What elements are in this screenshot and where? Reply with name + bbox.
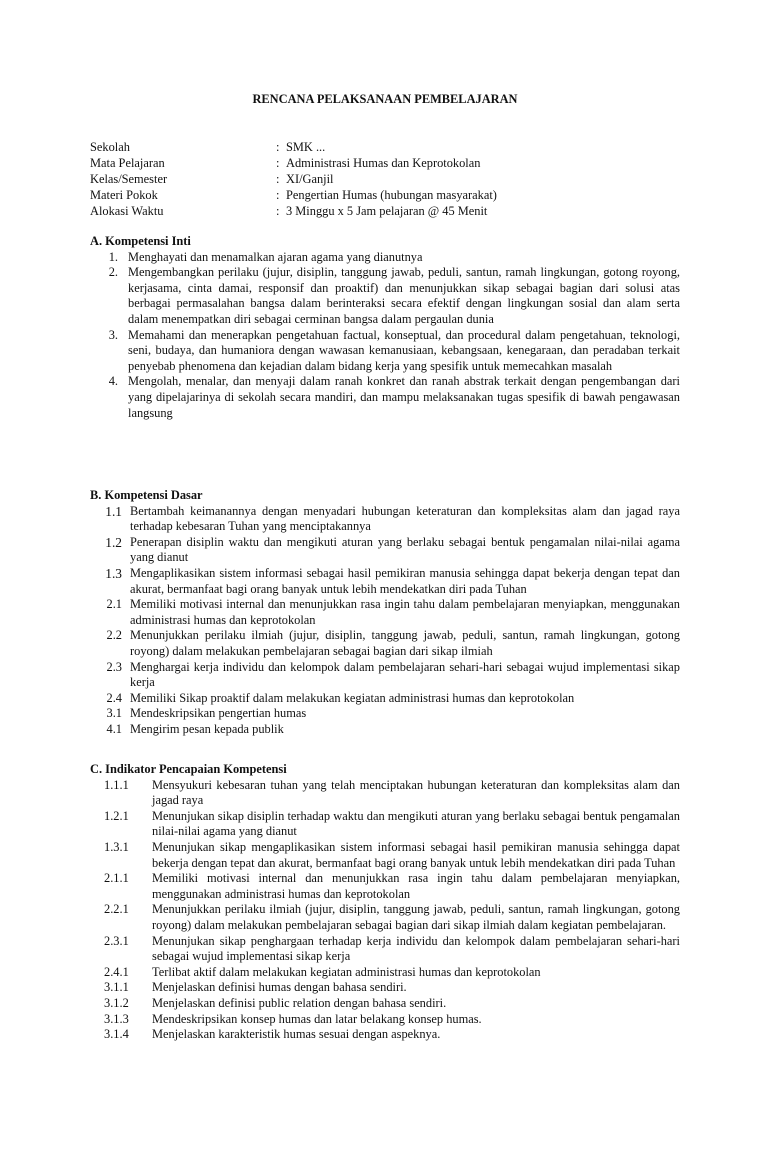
list-item xyxy=(90,902,680,933)
item-number: 3.1 xyxy=(106,706,122,721)
document-title: RENCANA PELAKSANAAN PEMBELAJARAN xyxy=(252,92,518,106)
info-row-alokasi-waktu xyxy=(90,204,680,220)
list-item xyxy=(90,628,680,659)
list-item xyxy=(90,840,680,871)
item-number: 3.1.2 xyxy=(104,995,129,1010)
item-text: Menghayati dan menamalkan ajaran agama yang dianutnya xyxy=(128,249,423,264)
list-item xyxy=(90,504,680,535)
list-item xyxy=(90,566,680,597)
item-text: Menjelaskan karakteristik humas sesuai dengan aspeknya. xyxy=(152,1027,441,1042)
section-heading: C. Indikator Pencapaian Kompetensi xyxy=(90,762,287,776)
item-number: 2.4.1 xyxy=(104,964,129,979)
list-item xyxy=(90,1027,680,1043)
item-text: Mengolah, menalar, dan menyaji dalam ranah konkret dan ranah abstrak terkait dengan pengembangan dari yang dipelajarinya di sekolah secara mandiri, dan mampu melaksanakan tugas spesifik di bawah pengawasan langsung xyxy=(128,374,680,420)
info-separator: : xyxy=(276,172,280,186)
info-label: Mata Pelajaran xyxy=(90,156,165,170)
list-item xyxy=(90,265,680,327)
list-item xyxy=(90,809,680,840)
info-separator: : xyxy=(276,156,280,170)
item-number: 1.2.1 xyxy=(104,808,129,823)
list-item xyxy=(90,374,680,421)
section-heading: A. Kompetensi Inti xyxy=(90,234,191,248)
info-value: 3 Minggu x 5 Jam pelajaran @ 45 Menit xyxy=(286,204,488,218)
item-text: Menghargai kerja individu dan kelompok dalam pembelajaran sehari-hari sebagai wujud implementasi sikap kerja xyxy=(130,659,680,690)
item-text: Mengembangkan perilaku (jujur, disiplin, tanggung jawab, peduli, santun, ramah lingkungan, gotong royong, kerjasama, cinta damai, responsif dan proaktif) dan menunjukkan sikap sebagai bagian dari solusi atas berbagai permasalahan bangsa dalam berinteraksi secara efektif dengan lingkungan sosial dan alam serta dalam menempatkan diri sebagai cerminan bangsa dalam pergaulan dunia xyxy=(128,265,680,326)
item-number: 3.1.1 xyxy=(104,980,129,995)
item-text: Menunjukkan perilaku ilmiah (jujur, disiplin, tanggung jawab, peduli, santun, ramah lingkungan, gotong royong) dalam melakukan pembelajaran sebagai bagian dari sikap ilmiah dalam kegiatan pembelajaran. xyxy=(152,902,680,932)
item-number: 3.1.4 xyxy=(104,1027,129,1042)
item-text: Menjelaskan definisi public relation dengan bahasa sendiri. xyxy=(152,995,447,1010)
list-item xyxy=(90,722,680,738)
item-number: 3. xyxy=(108,327,118,342)
list-item xyxy=(90,660,680,691)
item-text: Bertambah keimanannya dengan menyadari hubungan keteraturan dan kompleksitas alam dan jagad raya terhadap kebesaran Tuhan yang menciptakannya xyxy=(130,503,680,534)
item-number: 1.3 xyxy=(105,565,122,581)
list-item xyxy=(90,597,680,628)
item-number: 2.4 xyxy=(106,690,122,705)
item-text: Mengirim pesan kepada publik xyxy=(130,721,284,736)
item-text: Mendeskripsikan pengertian humas xyxy=(130,706,307,721)
list-item xyxy=(90,778,680,809)
list-item xyxy=(90,1012,680,1028)
item-text: Mendeskripsikan konsep humas dan latar belakang konsep humas. xyxy=(152,1011,482,1026)
list-item xyxy=(90,706,680,722)
item-number: 4. xyxy=(108,374,118,389)
list-item xyxy=(90,535,680,566)
info-value: Administrasi Humas dan Keprotokolan xyxy=(286,156,481,170)
item-number: 2.2.1 xyxy=(104,902,129,917)
list-item xyxy=(90,934,680,965)
info-separator: : xyxy=(276,188,280,202)
list-item xyxy=(90,965,680,981)
item-text: Menunjukan sikap disiplin terhadap waktu dan mengikuti aturan yang berlaku sebagai bentuk pengamalan nilai-nilai agama yang dianut xyxy=(152,808,680,839)
list-item xyxy=(90,250,680,266)
item-number: 3.1.3 xyxy=(104,1011,129,1026)
list-item xyxy=(90,996,680,1012)
item-text: Menjelaskan definisi humas dengan bahasa sendiri. xyxy=(152,980,407,995)
list-item xyxy=(90,328,680,375)
list-item xyxy=(90,980,680,996)
section-heading: B. Kompetensi Dasar xyxy=(90,488,203,502)
item-text: Memiliki Sikap proaktif dalam melakukan kegiatan administrasi humas dan keprotokolan xyxy=(130,690,575,705)
item-number: 4.1 xyxy=(106,721,122,736)
info-label: Sekolah xyxy=(90,140,130,154)
identity-table xyxy=(90,140,680,220)
item-text: Memiliki motivasi internal dan menunjukkan rasa ingin tahu dalam pembelajaran menyiapkan, menggunakan administrasi humas dan keprotokolan xyxy=(152,871,680,901)
item-number: 2. xyxy=(108,265,118,280)
item-number: 1.3.1 xyxy=(104,839,129,854)
item-number: 2.1 xyxy=(106,597,122,612)
item-number: 1.2 xyxy=(105,534,122,550)
section-indikator xyxy=(90,762,680,1043)
item-text: Mensyukuri kebesaran tuhan yang telah menciptakan hubungan keteraturan dan kompleksitas alam dan jagad raya xyxy=(152,777,680,808)
info-value: XI/Ganjil xyxy=(286,172,334,186)
section-kompetensi-inti xyxy=(90,234,680,421)
item-text: Menunjukan sikap mengaplikasikan sistem informasi sebagai hasil pemikiran manusia sehingga dapat bekerja dengan tepat dan akurat, bermanfaat bagi orang banyak untuk lebih mendekatkan diri pada Tuhan xyxy=(152,839,680,870)
item-number: 2.3 xyxy=(106,659,122,674)
list-item xyxy=(90,691,680,707)
info-row-kelas-semester xyxy=(90,172,680,188)
info-label: Alokasi Waktu xyxy=(90,204,164,218)
item-text: Menunjukkan perilaku ilmiah (jujur, disiplin, tanggung jawab, peduli, santun, ramah lingkungan, gotong royong) dalam melakukan pembelajaran sebagai bagian dari sikap ilmiah xyxy=(130,628,680,658)
item-number: 1. xyxy=(108,249,118,264)
item-text: Menunjukan sikap penghargaan terhadap kerja individu dan kelompok dalam pembelajaran sehari-hari sebagai wujud implementasi sikap kerja xyxy=(152,933,680,964)
item-text: Memahami dan menerapkan pengetahuan factual, konseptual, dan procedural dalam pengetahuan, teknologi, seni, budaya, dan humaniora dengan wawasan kemanusiaan, kebangsaan, kenegaraan, dan peradaban terkait penyebab phenomena dan kejadian dalam bidang kerja yang spesifik untuk memecahkan masalah xyxy=(128,327,680,373)
item-text: Memiliki motivasi internal dan menunjukkan rasa ingin tahu dalam pembelajaran menyiapkan, menggunakan administrasi humas dan keprotokolan xyxy=(130,597,680,627)
info-value: SMK ... xyxy=(286,140,326,154)
info-row-sekolah xyxy=(90,140,680,156)
list-item xyxy=(90,871,680,902)
info-value: Pengertian Humas (hubungan masyarakat) xyxy=(286,188,497,202)
item-text: Terlibat aktif dalam melakukan kegiatan administrasi humas dan keprotokolan xyxy=(152,964,541,979)
info-row-materi-pokok xyxy=(90,188,680,204)
item-text: Mengaplikasikan sistem informasi sebagai hasil pemikiran manusia sehingga dapat bekerja dengan tepat dan akurat, bermanfaat bagi orang banyak untuk lebih mendekatkan diri pada Tuhan xyxy=(130,565,680,596)
info-separator: : xyxy=(276,204,280,218)
info-separator: : xyxy=(276,140,280,154)
info-label: Kelas/Semester xyxy=(90,172,168,186)
item-text: Penerapan disiplin waktu dan mengikuti aturan yang berlaku sebagai bentuk pengamalan nilai-nilai agama yang dianut xyxy=(130,534,680,565)
item-number: 1.1.1 xyxy=(104,777,129,792)
item-number: 2.1.1 xyxy=(104,871,129,886)
info-row-mata-pelajaran xyxy=(90,156,680,172)
item-number: 1.1 xyxy=(105,503,122,519)
item-number: 2.3.1 xyxy=(104,933,129,948)
section-kompetensi-dasar xyxy=(90,488,680,738)
info-label: Materi Pokok xyxy=(90,188,158,202)
item-number: 2.2 xyxy=(106,628,122,643)
